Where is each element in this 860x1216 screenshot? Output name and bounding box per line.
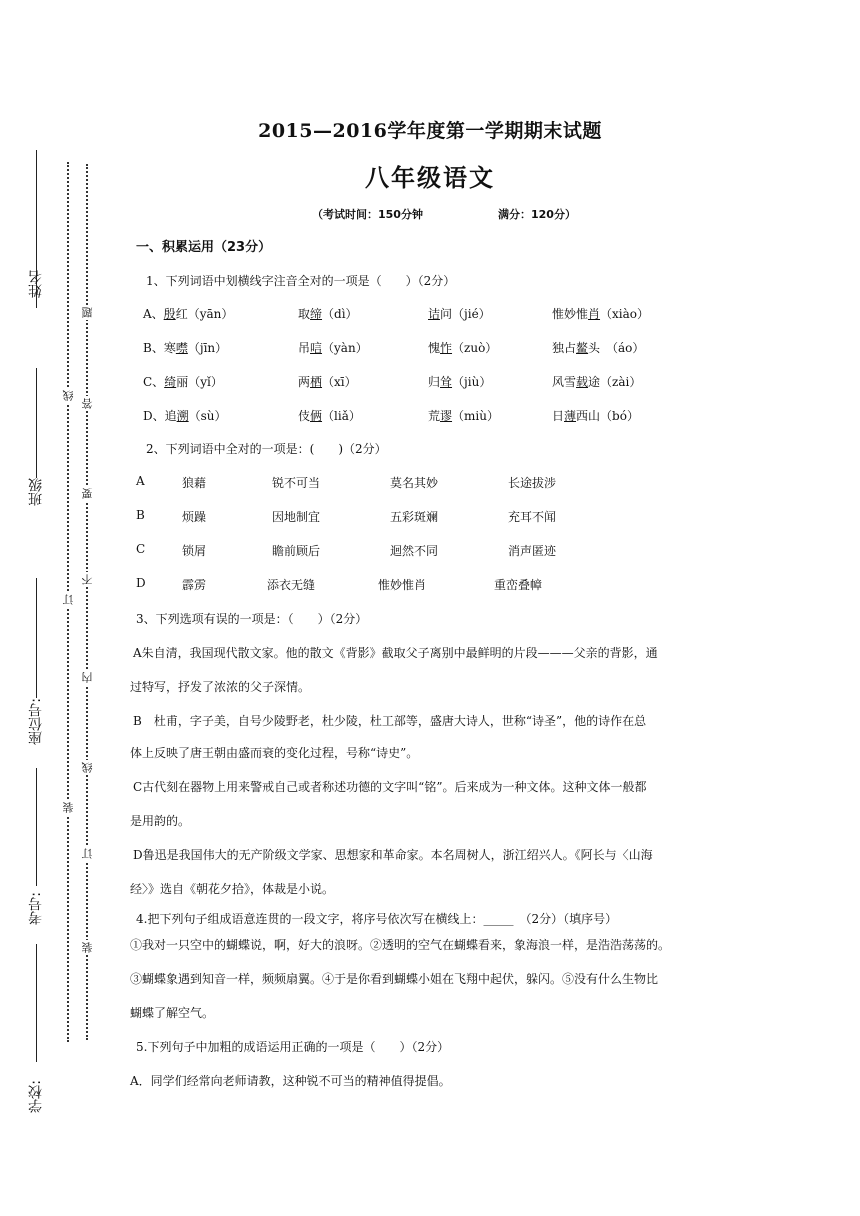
q3-option-c-line1: C古代刻在器物上用来警戒自己或者称述功德的文字叫“铭”。后来成为一种文体。这种文体一般都	[133, 780, 647, 794]
q2-option-word: 惟妙惟肖	[378, 578, 427, 592]
q1-option: 两栖（xī）	[298, 375, 357, 389]
q2-option-word: 狼藉	[182, 476, 207, 490]
seal-char: 线	[62, 390, 75, 401]
seal-char: 不	[81, 574, 94, 585]
q2-option-letter: D	[136, 576, 146, 590]
q1-option: 吊唁（yàn）	[298, 341, 368, 355]
q1-option: A、殷红（yān）	[143, 307, 234, 321]
q3-option-d-line2: 经〉》选自《朝花夕拾》，体裁是小说。	[130, 882, 335, 896]
q1-option: B、寒噤（jīn）	[143, 341, 228, 355]
underlined-char: 噤	[175, 341, 188, 355]
question-3-stem: 3、下列选项有误的一项是：（ ）（2分）	[136, 612, 368, 626]
q2-option-word: 迴然不同	[390, 544, 439, 558]
q3-option-d-line1: D鲁迅是我国伟大的无产阶级文学家、思想家和革命家。本名周树人，浙江绍兴人。《阿长与〈山海	[133, 848, 653, 862]
q1-option: 取缔（dì）	[298, 307, 358, 321]
q1-option: 风雪载途（zài）	[552, 375, 642, 389]
q1-option: 归耸（jiù）	[428, 375, 492, 389]
q2-option-word: 烦躁	[182, 510, 207, 524]
underlined-char: 唁	[310, 341, 323, 355]
q2-option-word: 长途拔涉	[508, 476, 557, 490]
q2-option-word: 锐不可当	[272, 476, 321, 490]
section-heading: 一、积累运用（23分）	[136, 240, 272, 255]
q1-option: 伎俩（liǎ）	[298, 409, 361, 423]
q4-sentences-line3: 蝴蝶了解空气。	[130, 1006, 215, 1020]
underlined-char: 绮	[164, 375, 177, 389]
binding-line-seat	[36, 768, 37, 886]
underlined-char: 俩	[310, 409, 323, 423]
underlined-char: 载	[576, 375, 589, 389]
underlined-char: 溯	[176, 409, 189, 423]
q3-option-b-line1: B 杜甫，字子美，自号少陵野老，杜少陵，杜工部等，盛唐大诗人，世称“诗圣”，他的诗作在总	[133, 714, 647, 728]
question-4-stem: 4.把下列句子组成语意连贯的一段文字，将序号依次写在横线上：_____ （2分）（填序号）	[136, 912, 618, 926]
exam-time: （考试时间：150分钟	[312, 208, 423, 221]
q2-option-word: 莫名其妙	[390, 476, 439, 490]
seal-char: 订	[81, 848, 94, 859]
seal-char: 题	[81, 307, 94, 318]
q2-option-word: 五彩斑斓	[390, 510, 439, 524]
q1-option: 愧怍（zuò）	[428, 341, 498, 355]
q1-option: C、绮丽（yǐ）	[143, 375, 223, 389]
q1-option: D、追溯（sù）	[143, 409, 227, 423]
q1-option: 惟妙惟肖（xiào）	[552, 307, 650, 321]
q1-option: 独占鳌头 （áo）	[552, 341, 645, 355]
q3-option-b-line2: 体上反映了唐王朝由盛而衰的变化过程，号称“诗史”。	[130, 746, 419, 760]
binding-line-exam	[36, 944, 37, 1062]
q4-sentences-line1: ①我对一只空中的蝴蝶说，啊，好大的浪呀。②透明的空气在蝴蝶看来，象海浪一样，是浩浩荡荡的。	[130, 938, 671, 952]
exam-score: 满分：120分）	[498, 208, 576, 221]
seal-char: 装	[62, 802, 75, 813]
underlined-char: 怍	[440, 341, 453, 355]
exam-subject: 八年级语文	[365, 164, 495, 192]
underlined-char: 耸	[440, 375, 453, 389]
q2-option-word: 重峦叠幛	[494, 578, 543, 592]
q1-option: 诘问（jié）	[428, 307, 491, 321]
q3-option-a-line1: A朱自清，我国现代散文家。他的散文《背影》截取父子离别中最鲜明的片段———父亲的背影，通	[133, 646, 658, 660]
q3-option-a-line2: 过特写，抒发了浓浓的父子深情。	[130, 680, 311, 694]
underlined-char: 殷	[163, 307, 176, 321]
seal-char: 内	[81, 672, 94, 683]
underlined-char: 薄	[564, 409, 577, 423]
q2-option-word: 添衣无缝	[267, 578, 316, 592]
seal-char: 线	[81, 762, 94, 773]
question-2-stem: 2、下列词语中全对的一项是：( )（2分）	[146, 442, 387, 456]
underlined-char: 肖	[588, 307, 601, 321]
underlined-char: 栖	[310, 375, 323, 389]
seal-char: 答	[81, 398, 94, 409]
underlined-char: 谬	[440, 409, 453, 423]
name-label: 姓名	[28, 270, 44, 298]
underlined-char: 鳌	[576, 341, 589, 355]
q2-option-word: 充耳不闻	[508, 510, 557, 524]
q1-option: 荒谬（miù）	[428, 409, 499, 423]
q4-sentences-line2: ③蝴蝶象遇到知音一样，频频扇翼。④于是你看到蝴蝶小姐在飞翔中起伏，躲闪。⑤没有什么生物比	[130, 972, 659, 986]
q1-option: 日薄西山（bó）	[552, 409, 639, 423]
school-label: 学校:	[28, 1080, 44, 1113]
q2-option-word: 消声匿迹	[508, 544, 557, 558]
underlined-char: 诘	[428, 307, 441, 321]
q2-option-word: 霹雳	[182, 578, 207, 592]
seal-char: 要	[81, 488, 94, 499]
q2-option-letter: A	[136, 474, 145, 488]
underlined-char: 缔	[310, 307, 323, 321]
q3-option-c-line2: 是用韵的。	[130, 814, 191, 828]
q2-option-letter: B	[136, 508, 145, 522]
binding-line-class	[36, 578, 37, 698]
dotted-line-right	[86, 164, 88, 1040]
seat-label: 座位号:	[28, 698, 44, 745]
seal-char: 订	[62, 594, 75, 605]
question-1-stem: 1、下列词语中划横线字注音全对的一项是（ ）（2分）	[146, 274, 456, 288]
binding-line-name	[36, 368, 37, 478]
q2-option-word: 因地制宜	[272, 510, 321, 524]
class-label: 班级	[28, 478, 44, 506]
exam-no-label: 考号:	[28, 892, 44, 925]
question-5-stem: 5.下列句子中加粗的成语运用正确的一项是（ ）（2分）	[136, 1040, 450, 1054]
q2-option-letter: C	[136, 542, 146, 556]
q5-option-a: A．同学们经常向老师请教，这种锐不可当的精神值得提倡。	[130, 1074, 451, 1088]
q2-option-word: 瞻前顾后	[272, 544, 321, 558]
q2-option-word: 锁屑	[182, 544, 207, 558]
exam-title: 2015—2016学年度第一学期期末试题	[258, 120, 602, 142]
seal-char: 装	[81, 942, 94, 953]
